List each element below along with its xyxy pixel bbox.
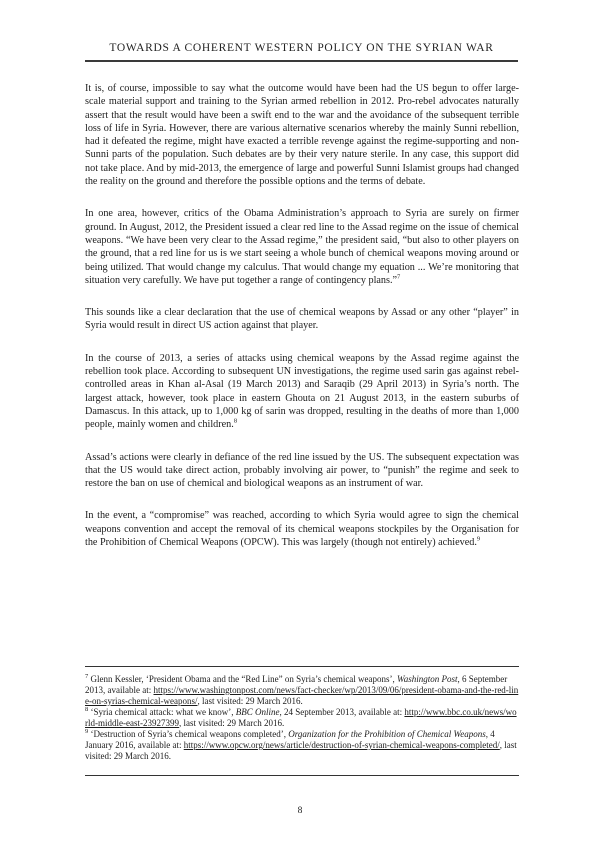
- body-text-container: [85, 82, 519, 568]
- page-title: TOWARDS A COHERENT WESTERN POLICY ON THE SYRIAN WAR: [109, 42, 494, 54]
- footnote-marker: 9: [476, 535, 481, 543]
- footnote-marker: 7: [397, 273, 401, 281]
- text-segment: This sounds like a clear declaration that the use of chemical weapons by Assad or any other “player” in Syria would result in direct US action against that player.: [85, 307, 519, 332]
- body-paragraph: [85, 306, 519, 333]
- text-segment: In one area, however, critics of the Obama Administration’s approach to Syria are surely on firmer ground. In August, 2012, the President issued a clear red line to the Assad regime on the issue of chemical weapons. “We have been very clear to the Assad regime,” the president said, “but also to other players on the ground, that a red line for us is we start seeing a whole bunch of chemical weapons moving around or being utilized. That would change my calculus. That would change my equation ... We’re monitoring that situation very carefully. We have put together a range of contingency plans.”: [85, 208, 519, 286]
- page-header: [85, 42, 518, 62]
- text-segment: In the event, a “compromise” was reached, according to which Syria would agree to sign the chemical weapons convention and accept the removal of its chemical weapons stockpiles by the Organisation for the Prohibition of Chemical Weapons (OPCW). This was largely (though not entirely) achieved.: [85, 510, 519, 549]
- body-paragraph: [85, 352, 519, 432]
- body-paragraph: [85, 509, 519, 549]
- footnote-marker: 8: [85, 706, 89, 713]
- footnote-marker: 8: [233, 417, 238, 425]
- footnote-link[interactable]: https://www.washingtonpost.com/news/fact-checker/wp/2013/09/06/president-obama-and-the-red-line-on-syrias-chemical-weapons/: [85, 685, 519, 706]
- text-segment: Assad’s actions were clearly in defiance of the red line issued by the US. The subsequent expectation was that the US would take direct action, probably involving air power, to “punish” the regime and seek to restore the ban on use of chemical and biological weapons as an instrument of war.: [85, 451, 519, 490]
- text-segment: , last visited: 29 March 2016.: [178, 718, 285, 728]
- footnote-marker: 9: [85, 728, 89, 735]
- text-segment: Washington Post: [397, 674, 458, 684]
- text-segment: , 6 September 2013, available at:: [85, 674, 508, 695]
- text-segment: , last visited: 29 March 2016.: [197, 696, 303, 706]
- text-segment: ‘Syria chemical attack: what we know’,: [88, 707, 236, 717]
- body-paragraph: [85, 82, 519, 188]
- text-segment: BBC Online: [235, 707, 280, 717]
- text-segment: It is, of course, impossible to say what the outcome would have been had the US begun to offer large-scale material support and training to the Syrian armed rebellion in 2012. Pro-rebel advocates naturally assert that the result would have been a swift end to the war and the avoidance of the subsequent terrible loss of life in Syria. However, there are various alternative scenarios whereby the mainly Sunni rebellion, had it defeated the regime, might have exacted a terrible revenge against the regime-supporting and non-Sunni parts of the population. Such debates are by their very nature sterile. In any case, this support did not take place. And by mid-2013, the emergence of large and powerful Sunni Islamist groups had changed the reality on the ground and therefore the possible options and the terms of debate.: [85, 83, 519, 188]
- footnote: [85, 707, 519, 729]
- page-number: 8: [297, 806, 303, 816]
- text-segment: , last visited: 29 March 2016.: [85, 740, 517, 761]
- body-paragraph: [85, 207, 519, 287]
- text-segment: , 24 September 2013, available at:: [279, 707, 405, 717]
- text-segment: In the course of 2013, a series of attacks using chemical weapons by the Assad regime against the rebellion took place. According to subsequent UN investigations, the regime used sarin gas against rebel-controlled areas in Khan al-Asal (19 March 2013) and Saraqib (29 April 2013) in Syria’s north. The largest attack, however, took place in eastern Ghouta on 21 August 2013, in the eastern suburbs of Damascus. In this attack, up to 1,000 kg of sarin was dropped, resulting in the deaths of more than 1,000 people, mainly women and children.: [85, 352, 519, 431]
- footnote-link[interactable]: https://www.opcw.org/news/article/destruction-of-syrian-chemical-weapons-completed/: [183, 740, 500, 750]
- text-segment: , 4 January 2016, available at:: [85, 729, 495, 750]
- text-segment: Organization for the Prohibition of Chemical Weapons: [288, 729, 486, 739]
- footnote: [85, 674, 519, 707]
- text-segment: ‘Destruction of Syria’s chemical weapons completed’,: [88, 729, 289, 739]
- body-paragraph: [85, 451, 519, 491]
- footnotes-section: [85, 666, 519, 776]
- footnote-link[interactable]: http://www.bbc.co.uk/news/world-middle-east-23927399: [85, 707, 517, 728]
- footnote: [85, 729, 519, 762]
- footnote-marker: 7: [85, 673, 89, 680]
- text-segment: Glenn Kessler, ‘President Obama and the “Red Line” on Syria’s chemical weapons’,: [88, 674, 398, 684]
